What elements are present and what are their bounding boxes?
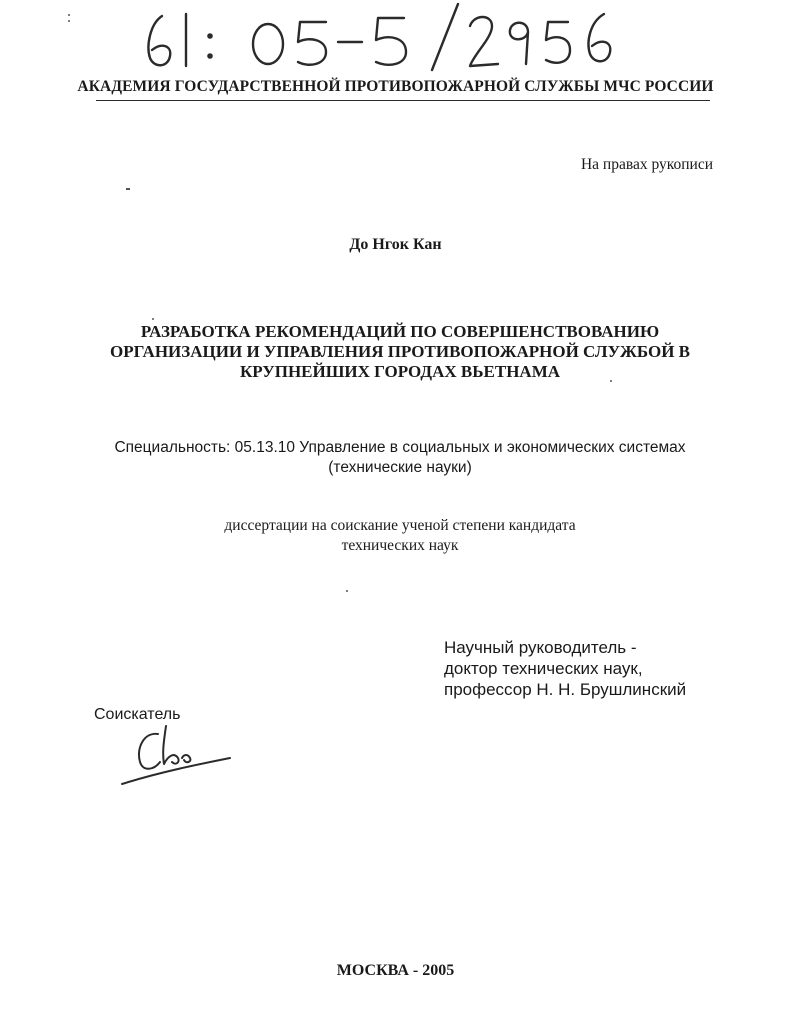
scan-speck: [610, 380, 612, 382]
handwritten-catalog-number: [140, 2, 620, 78]
specialty-line: (технические науки): [328, 459, 472, 476]
specialty-block: [80, 438, 720, 478]
heading-underline: [96, 100, 710, 101]
city-and-year: МОСКВА - 2005: [336, 962, 455, 979]
specialty-line: Специальность: 05.13.10 Управление в социальных и экономических системах: [114, 439, 686, 456]
supervisor-line: доктор технических наук,: [444, 659, 643, 678]
degree-line: технических наук: [341, 537, 459, 554]
institution-heading: АКАДЕМИЯ ГОСУДАРСТВЕННОЙ ПРОТИВОПОЖАРНОЙ СЛУЖБЫ МЧС РОССИИ: [77, 78, 714, 95]
scan-speck: [68, 20, 70, 22]
applicant-label: Соискатель: [94, 706, 181, 723]
supervisor-line: Научный руководитель -: [444, 638, 637, 657]
degree-line: диссертации на соискание ученой степени кандидата: [224, 517, 576, 534]
scan-speck: [126, 188, 130, 190]
scan-speck: [346, 590, 348, 592]
degree-block: [100, 516, 700, 556]
scan-speck: [152, 318, 154, 320]
title-line: РАЗРАБОТКА РЕКОМЕНДАЦИЙ ПО СОВЕРШЕНСТВОВАНИЮ: [140, 322, 660, 341]
supervisor-line: профессор Н. Н. Брушлинский: [444, 680, 687, 699]
dissertation-title: [80, 322, 720, 382]
handwritten-signature: [120, 722, 232, 788]
scan-speck: [68, 14, 70, 16]
title-line: ОРГАНИЗАЦИИ И УПРАВЛЕНИЯ ПРОТИВОПОЖАРНОЙ СЛУЖБОЙ В: [109, 342, 691, 361]
manuscript-rights-note: На правах рукописи: [580, 156, 713, 173]
supervisor-block: [444, 637, 686, 700]
author-name: До Нгок Кан: [349, 236, 442, 253]
title-line: КРУПНЕЙШИХ ГОРОДАХ ВЬЕТНАМА: [239, 362, 561, 381]
